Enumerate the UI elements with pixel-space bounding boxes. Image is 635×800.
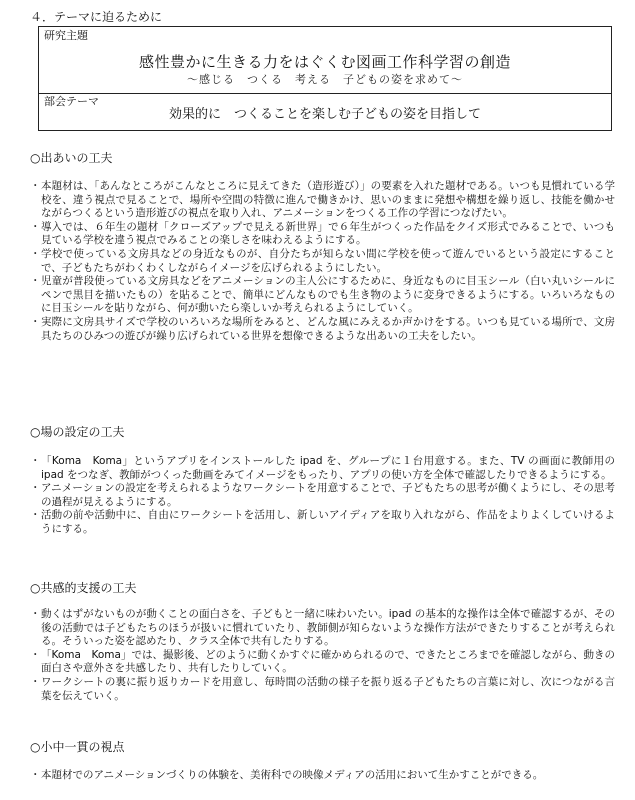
subcommittee-theme-label: 部会テーマ — [44, 95, 99, 108]
bullet-dot-icon: ・ — [30, 648, 41, 661]
heading-empathy: ○共感的支援の工夫 — [30, 581, 137, 595]
bullet-dot-icon: ・ — [30, 608, 41, 620]
list-item-text: 児童が普段使っている文房具などをアニメーションの主人公にするために、身近なものに目玉シール（白い丸いシールにペンで黒目を描いたもの）を貼ることで、簡単にどんなものでも生き物のように変身できるようにする。いろいろなものに目玉シールを貼りながら、何が動いたら楽しいか考えられるようにしていく。 — [41, 275, 615, 315]
list-continuity — [30, 769, 615, 783]
list-item — [30, 509, 615, 536]
list-item — [30, 676, 615, 703]
list-item — [30, 608, 615, 649]
bullet-dot-icon: ・ — [30, 769, 41, 781]
list-setting — [30, 455, 615, 537]
list-empathy — [30, 608, 615, 703]
bullet-dot-icon: ・ — [30, 675, 41, 688]
bullet-dot-icon: ・ — [30, 220, 41, 233]
list-item-text: 「Koma Koma」というアプリをインストールした ipad を、グループに１台用意する。また、TV の画面に教師用の ipad をつなぎ、教師がつくった動画をみてイメージをもったり、アプリの使い方を全体で確認したりできるようにする。 — [41, 455, 615, 481]
list-item — [30, 649, 615, 676]
bullet-dot-icon: ・ — [30, 482, 41, 495]
list-item — [30, 248, 615, 275]
list-item-text: 「Koma Koma」では、撮影後、どのように動くかすぐに確かめられるので、できたところまでを確認しながら、動きの面白さや意外さを共感したり、共有したりしていく。 — [41, 648, 615, 675]
theme-box-divider — [39, 93, 611, 94]
list-item-text: 本題材でのアニメーションづくりの体験を、美術科での映像メディアの活用において生かすことができる。 — [41, 769, 544, 781]
list-item-text: 学校で使っている文房具などの身近なものが、自分たちが知らない間に学校を使って遊んでいるという設定にすることで、子どもたちがわくわくしながらイメージを広げられるようにしたい。 — [41, 247, 615, 274]
list-item — [30, 455, 615, 482]
bullet-dot-icon: ・ — [30, 247, 41, 260]
list-item — [30, 769, 615, 783]
list-item — [30, 275, 615, 316]
list-item — [30, 221, 615, 248]
bullet-dot-icon: ・ — [30, 275, 41, 288]
subcommittee-theme-text: 効果的に つくることを楽しむ子どもの姿を目指して — [168, 107, 481, 122]
heading-setting: ○場の設定の工夫 — [30, 425, 125, 439]
section-heading: ４．テーマに迫るために — [30, 10, 163, 24]
list-item-text: 活動の前や活動中に、自由にワークシートを活用し、新しいアイディアを取り入れながら、作品をよりよくしていけるようにする。 — [41, 509, 615, 535]
list-item-text: ワークシートの裏に振り返りカードを用意し、毎時間の活動の様子を振り返る子どもたちの言葉に対し、次につながる言葉を伝えていく。 — [41, 675, 615, 702]
list-item — [30, 180, 615, 221]
research-theme-label: 研究主題 — [44, 29, 88, 42]
list-item-text: 実際に文房具サイズで学校のいろいろな場所をみると、どんな風にみえるか声かけをする。いつも見ている場所で、文房具たちのひみつの遊びが繰り広げられている世界を想像できるような出あいの工夫をしたい。 — [41, 315, 615, 342]
bullet-dot-icon: ・ — [30, 180, 41, 192]
heading-continuity: ○小中一貫の視点 — [30, 740, 125, 754]
list-item-text: 本題材は、「あんなところがこんなところに見えてきた（造形遊び）」の要素を入れた題材である。いつも見慣れている学校を、違う視点で見ることで、場所や空間の特徴に進んで働きかけ、思いのままに発想や構想を繰り返し、技能を働かせながらつくるという造形遊びの視点を取り入れ、アニメーションをつくる工作の学習につなげたい。 — [41, 180, 615, 220]
heading-encounter: ○出あいの工夫 — [30, 151, 113, 165]
list-item — [30, 316, 615, 343]
theme-box — [38, 26, 612, 131]
research-theme-subtitle: ～感じる つくる 考える 子どもの姿を求めて～ — [187, 73, 463, 86]
list-item — [30, 482, 615, 509]
bullet-dot-icon: ・ — [30, 509, 41, 522]
list-item-text: 動くはずがないものが動くことの面白さを、子どもと一緒に味わいたい。ipad の基本的な操作は全体で確認するが、その後の活動では子どもたちのほうが扱いに慣れていたり、教師側が知らないような操作方法ができたりすることが考えられる。そういった姿を認めたり、クラス全体で共有したりする。 — [41, 608, 615, 648]
list-encounter — [30, 180, 615, 343]
list-item-text: 導入では、６年生の題材「クローズアップで見える新世界」で６年生がつくった作品をクイズ形式でみることで、いつも見ている学校を違う視点でみることの楽しさを味わえるようにする。 — [41, 220, 615, 247]
bullet-dot-icon: ・ — [30, 455, 41, 467]
research-theme-title: 感性豊かに生きる力をはぐくむ図画工作科学習の創造 — [138, 53, 511, 71]
list-item-text: アニメーションの設定を考えられるようなワークシートを用意することで、子どもたちの思考が働くようにし、その思考の過程が見えるようにする。 — [41, 482, 615, 508]
bullet-dot-icon: ・ — [30, 315, 41, 328]
